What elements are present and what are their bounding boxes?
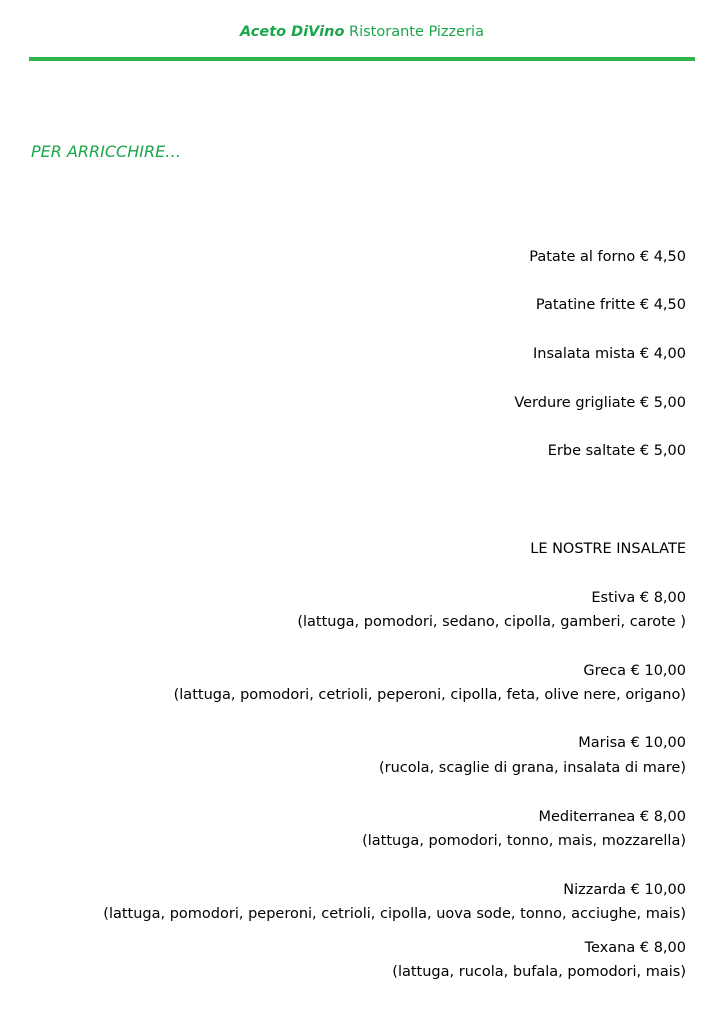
side-item: Patate al forno € 4,50: [529, 249, 686, 265]
salad-name: Texana € 8,00: [584, 940, 686, 956]
salads-heading: LE NOSTRE INSALATE: [530, 541, 686, 557]
side-item: Verdure grigliate € 5,00: [514, 395, 686, 411]
salad-description: (lattuga, pomodori, sedano, cipolla, gamberi, carote ): [297, 614, 686, 630]
brand-subtitle: Ristorante Pizzeria: [349, 24, 484, 40]
salad-name: Marisa € 10,00: [578, 735, 686, 751]
salad-description: (lattuga, pomodori, tonno, mais, mozzarella): [362, 833, 686, 849]
salad-name: Greca € 10,00: [583, 663, 686, 679]
header-rule: [29, 57, 695, 61]
salad-name: Mediterranea € 8,00: [538, 809, 686, 825]
page-header: [0, 24, 724, 40]
salad-name: Estiva € 8,00: [591, 590, 686, 606]
salad-name: Nizzarda € 10,00: [563, 882, 686, 898]
side-item: Insalata mista € 4,00: [532, 346, 686, 362]
side-item: Erbe saltate € 5,00: [547, 443, 686, 459]
brand-name: Aceto DiVino: [240, 24, 345, 40]
salad-description: (lattuga, pomodori, cetrioli, peperoni, cipolla, feta, olive nere, origano): [173, 687, 686, 703]
salad-description: (lattuga, rucola, bufala, pomodori, mais): [392, 964, 686, 980]
salad-description: (lattuga, pomodori, peperoni, cetrioli, cipolla, uova sode, tonno, acciughe, mais): [103, 906, 686, 922]
side-item: Patatine fritte € 4,50: [535, 297, 686, 313]
section-title: PER ARRICCHIRE…: [31, 142, 182, 161]
salad-description: (rucola, scaglie di grana, insalata di mare): [379, 760, 686, 776]
